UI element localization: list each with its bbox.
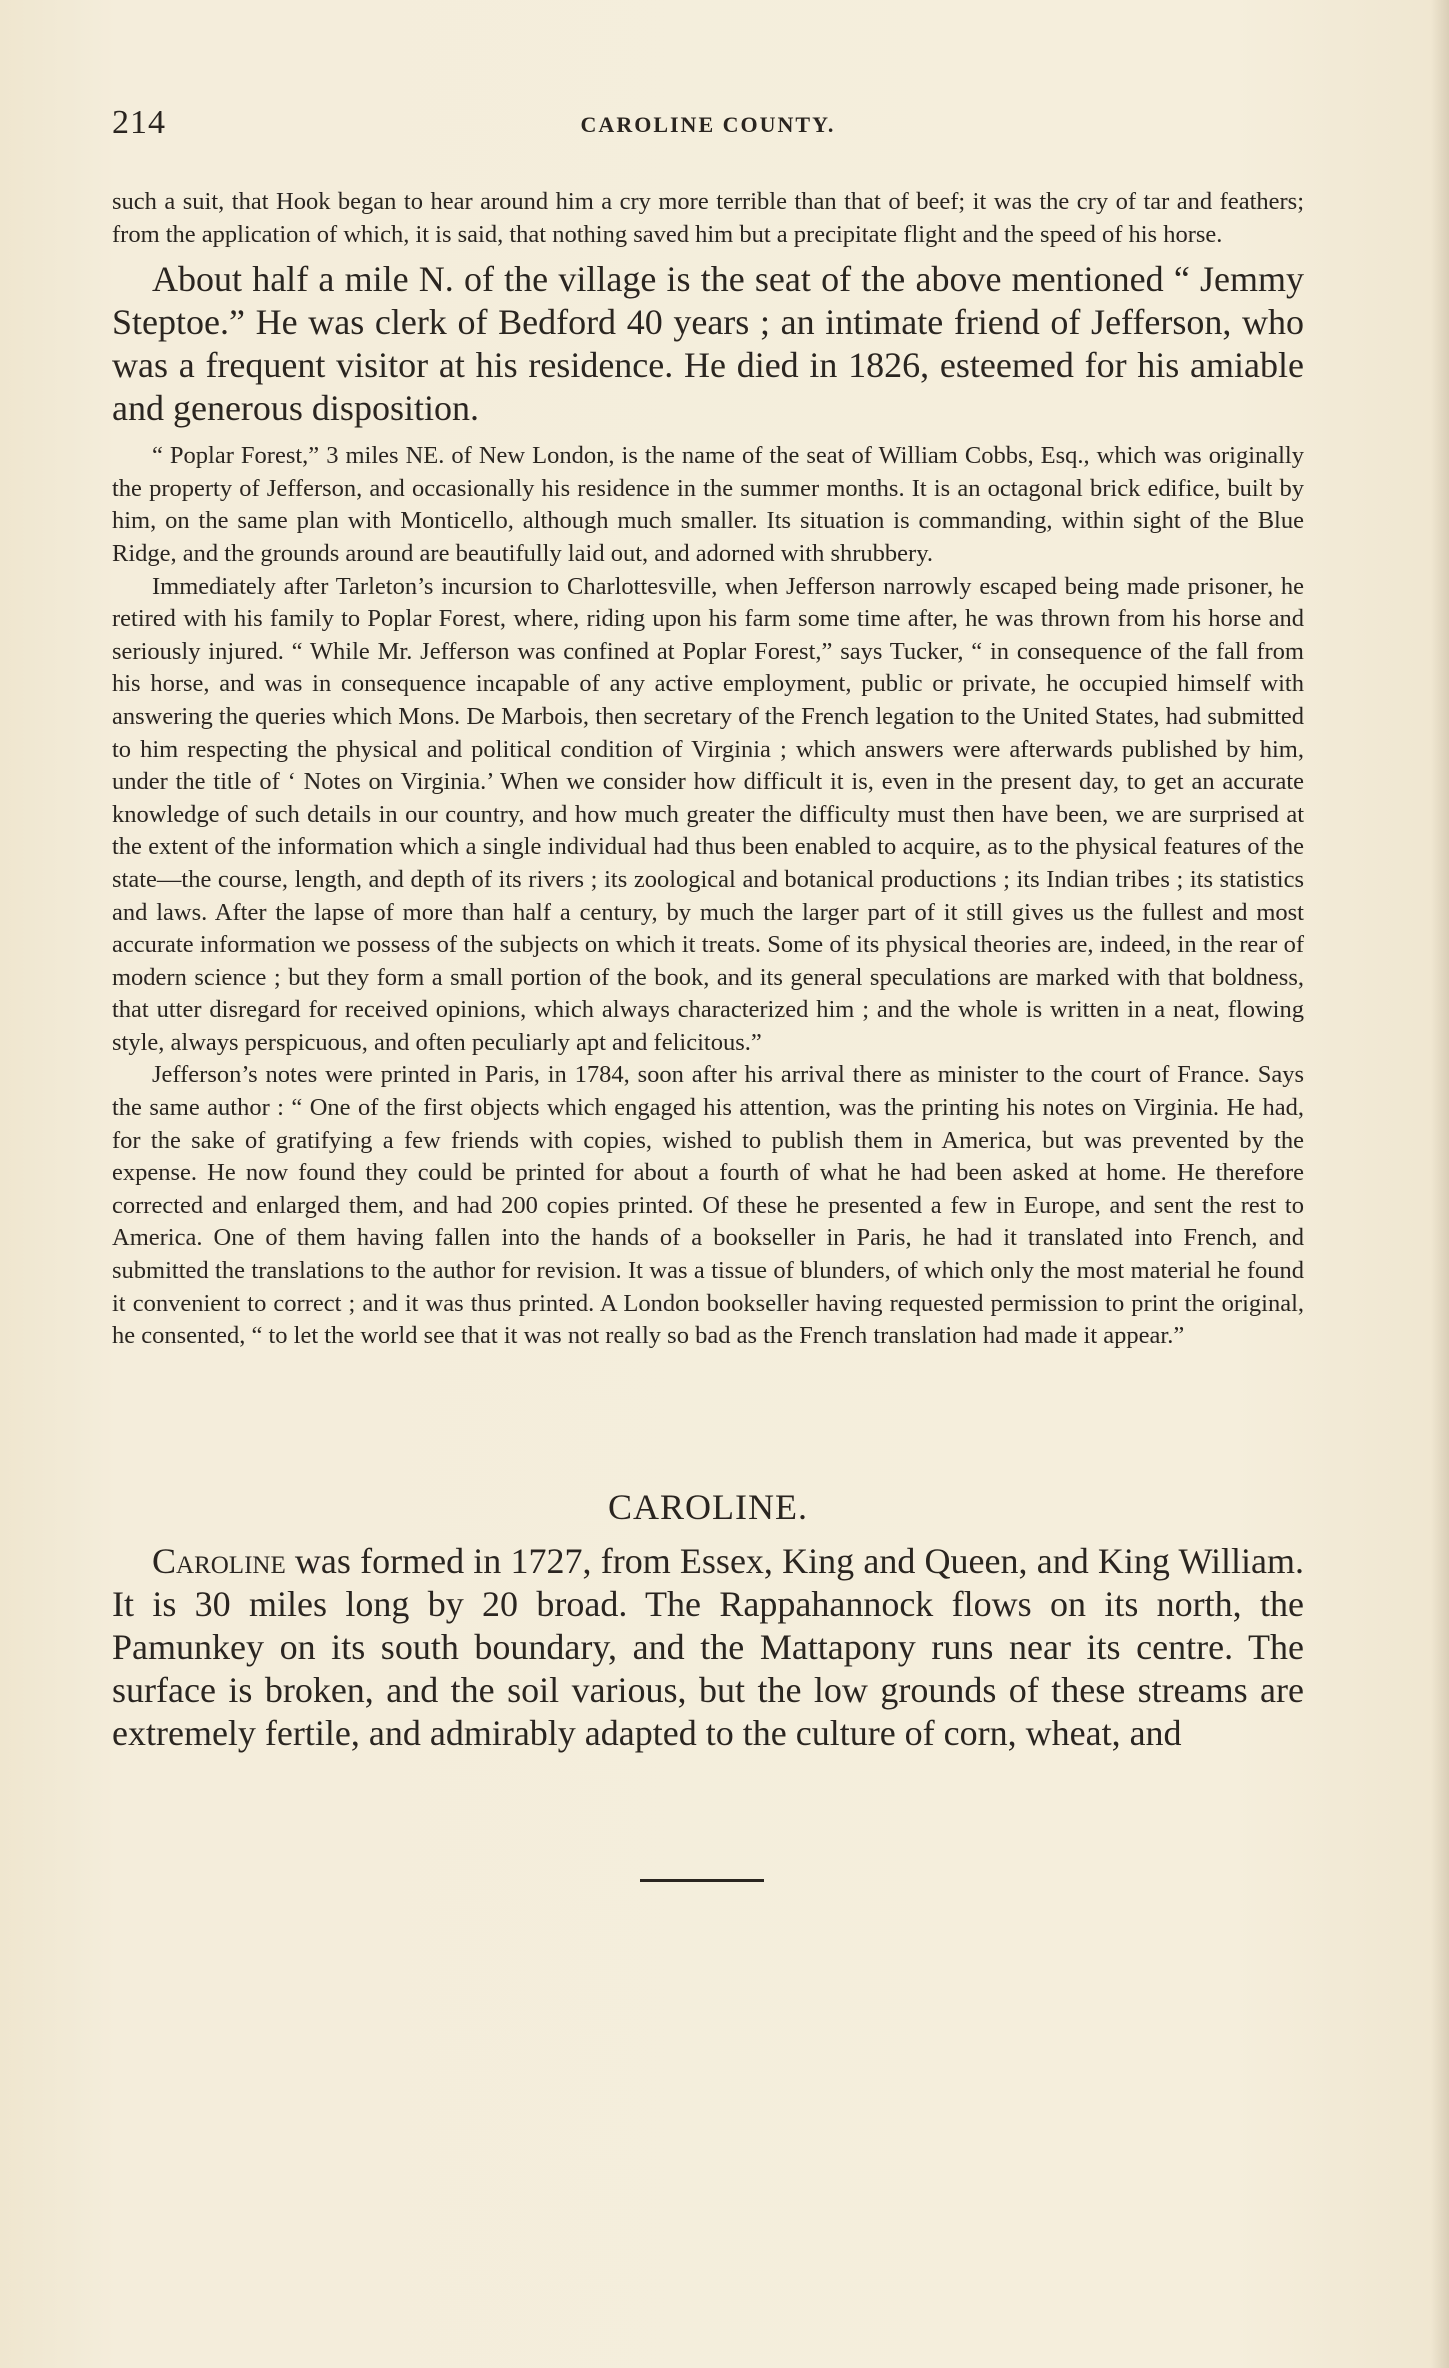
paragraph-caroline [112,1540,1304,1755]
section-divider-rule [640,1879,764,1882]
running-head [112,104,1304,148]
caroline-body: was formed in 1727, from Essex, King and Queen, and King William. It is 30 miles long by 20 broad. The Rappahannock flows on its north, the Pamunkey on its south boundary, and the Mattapony runs near its centre. The surface is broken, and the soil various, but the low grounds of these streams are extremely fertile, and admirably adapted to the culture of corn, wheat, and [112,1541,1304,1753]
running-title: CAROLINE COUNTY. [580,112,836,137]
paragraph-jemmy-steptoe: About half a mile N. of the village is the seat of the above mentioned “ Jemmy Steptoe.” He was clerk of Bedford 40 years ; an intimate friend of Jefferson, who was a frequent visitor at his residence. He died in 1826, esteemed for his amiable and generous disposition. [112,259,1304,429]
paragraph-hook-suit: such a suit, that Hook began to hear around him a cry more terrible than that of beef; it was the cry of tar and feathers; from the application of which, it is said, that nothing saved him but a precipitate flight and the speed of his horse. [112,188,1304,248]
text-column-top [112,186,1304,1353]
page-number: 214 [112,104,166,141]
page-edge-shadow [1431,0,1449,2368]
lead-word: Caroline [152,1541,286,1581]
text-column-section [112,1540,1304,1755]
paragraph-paris-printing: Jefferson’s notes were printed in Paris, in 1784, soon after his arrival there as minister to the court of France. Says the same author : “ One of the first objects which engaged his attention, was the printing his notes on Virginia. He had, for the sake of gratifying a few friends with copies, wished to publish them in America, but was prevented by the expense. He now found they could be printed for about a fourth of what he had been asked at home. He therefore corrected and enlarged them, and had 200 copies printed. Of these he presented a few in Europe, and sent the rest to America. One of them having fallen into the hands of a bookseller in Paris, he had it translated into French, and submitted the translations to the author for revision. It was a tissue of blunders, of which only the most material he found it convenient to correct ; and it was thus printed. A London bookseller having requested permission to print the original, he consented, “ to let the world see that it was not really so bad as the French translation had made it appear.” [112,1061,1304,1350]
section-heading: CAROLINE. [608,1487,808,1527]
paragraph-notes-on-virginia: Immediately after Tarleton’s incursion to Charlottesville, when Jefferson narrowly escaped being made prisoner, he retired with his family to Poplar Forest, where, riding upon his farm some time after, he was thrown from his horse and seriously injured. “ While Mr. Jefferson was confined at Poplar Forest,” says Tucker, “ in consequence of the fall from his horse, and was in consequence incapable of any active employment, public or private, he occupied himself with answering the queries which Mons. De Marbois, then secretary of the French legation to the United States, had submitted to him respecting the physical and political condition of Virginia ; which answers were afterwards published by him, under the title of ‘ Notes on Virginia.’ When we consider how difficult it is, even in the present day, to get an accurate knowledge of such details in our country, and how much greater the difficulty must then have been, we are surprised at the extent of the information which a single individual had thus been enabled to acquire, as to the physical features of the state—the course, length, and depth of its rivers ; its zoological and botanical productions ; its Indian tribes ; its statistics and laws. After the lapse of more than half a century, by much the larger part of it still gives us the fullest and most accurate information we possess of the subjects on which it treats. Some of its physical theories are, indeed, in the rear of modern science ; but they form a small portion of the book, and its general speculations are marked with that boldness, that utter disregard for received opinions, which always characterized him ; and the whole is written in a neat, flowing style, always perspicuous, and often peculiarly apt and felicitous.” [112,572,1304,1056]
paragraph-poplar-forest: “ Poplar Forest,” 3 miles NE. of New London, is the name of the seat of William Cobbs, Esq., which was originally the property of Jefferson, and occasionally his residence in the summer months. It is an octagonal brick edifice, built by him, on the same plan with Monticello, although much smaller. Its situation is commanding, within sight of the Blue Ridge, and the grounds around are beautifully laid out, and adorned with shrubbery. [112,442,1304,567]
